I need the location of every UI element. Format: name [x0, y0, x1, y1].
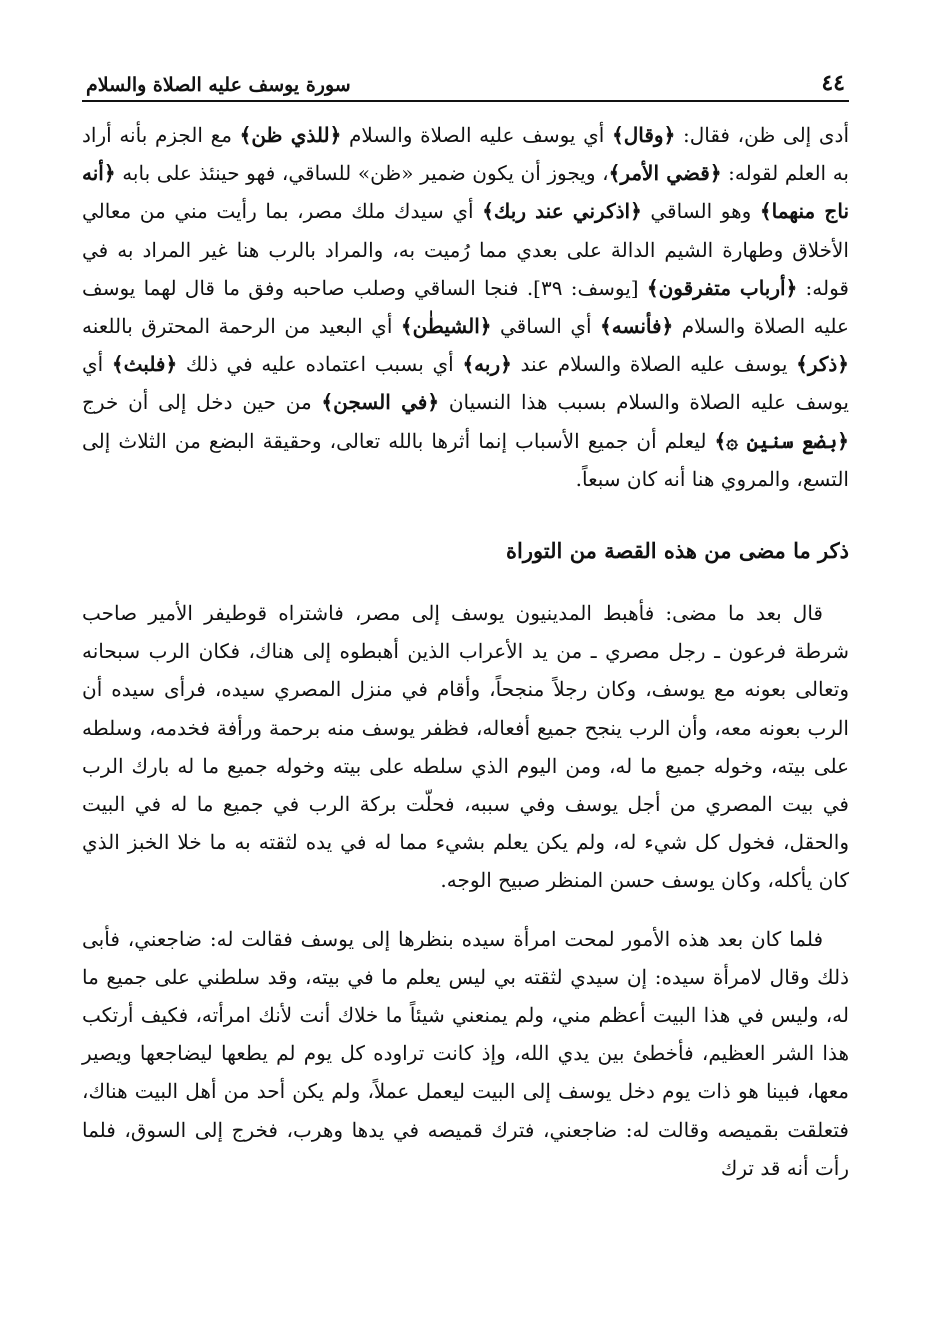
paragraph-torah-2: فلما كان بعد هذه الأمور لمحت امرأة سيده بنظرها إلى يوسف فقالت له: ضاجعني، فأبى ذلك وقال لامرأة سيده: إن سيدي لثقته بي ليس يعلم ما في بيته، وقد سلطني على جميع ما له، وليس في هذا البيت أعظم مني، ولم يمنعني شيئاً ما خلاك أنت لأنك امرأته، فكيف أرتكب هذا الشر العظيم، فأخطئ بين يدي الله، وإذ كانت تراوده كل يوم لم يطعها ليضاجعها ويصير معها، فبينا هو ذات يوم دخل يوسف إلى البيت ليعمل عملاً، ولم يكن أحد من أهل البيت هناك، فتعلقت بقميصه وقالت له: ضاجعني، فترك قميصه في يدها وهرب، فخرج إلى السوق، فلما رأت أنه قد ترك	[82, 926, 849, 1180]
quran-quote: ﴿ربه﴾	[462, 352, 512, 377]
section-heading: ذكر ما مضى من هذه القصة من التوراة	[505, 538, 849, 564]
text-run: يوسف عليه الصلاة والسلام عند	[511, 352, 797, 377]
quran-quote: ﴿وقال﴾	[612, 123, 676, 147]
quran-quote: ﴿قضي الأمر﴾	[608, 161, 722, 186]
quran-quote: ﴿أنه ناج منهما﴾	[82, 161, 850, 224]
text-run: من حين دخل إلى أن خرج	[82, 390, 322, 415]
quran-quote: ﴿الشيطٰن﴾	[400, 314, 492, 339]
quran-quote: ﴿فأنسه﴾	[600, 314, 674, 339]
text-run: أي سيدك ملك مصر، بما رأيت مني من معالي الأخلاق وطهارة الشيم الدالة على بعدي مما رُميت به، والمراد بالرب هنا غير المراد به في قوله:	[82, 199, 849, 300]
text-run: [يوسف: ٣٩]. فنجا الساقي وصلب صاحبه وفق ما قال لهما يوسف عليه الصلاة والسلام	[82, 275, 849, 339]
text-run: ليعلم أن جميع الأسباب إنما أثرها بالله تعالى، وحقيقة البضع من الثلاث إلى التسع، والمروي هنا أنه كان سبعاً.	[82, 428, 849, 491]
text-run: وهو الساقي	[641, 199, 760, 224]
text-run: أي الساقي	[491, 314, 601, 339]
text-run: ، ويجوز أن يكون ضمير «ظن» للساقي، فهو حينئذ على بابه	[115, 161, 609, 186]
quran-quote: ﴿ذكر﴾	[796, 352, 849, 377]
page-number: ٤٤	[821, 70, 845, 96]
body-text	[82, 116, 849, 1187]
quran-quote: ﴿في السجن﴾	[321, 390, 440, 415]
quran-quote: ﴿بضع سنين ۞﴾	[714, 428, 849, 453]
quran-quote: ﴿للذي ظن﴾	[239, 123, 342, 147]
running-header	[82, 62, 849, 102]
text-run: أدى إلى ظن، فقال:	[675, 123, 849, 147]
text-run: أي البعيد من الرحمة المحترق باللعنه	[82, 314, 401, 339]
text-run: أي بسبب اعتماده عليه في ذلك	[177, 352, 463, 377]
quran-quote: ﴿أرباب متفرقون﴾	[646, 275, 798, 300]
text-run: أي يوسف عليه الصلاة والسلام بسبب هذا النسيان	[82, 352, 849, 415]
quran-quote: ﴿فلبث﴾	[111, 352, 178, 377]
text-run: مع الجزم بأنه أراد به العلم لقوله:	[82, 123, 849, 186]
quran-quote: ﴿اذكرني عند ربك﴾	[482, 199, 642, 224]
header-title: سورة يوسف عليه الصلاة والسلام	[86, 74, 351, 96]
paragraph-torah-1: قال بعد ما مضى: فأهبط المدينيون يوسف إلى مصر، فاشتراه قوطيفر الأمير صاحب شرطة فرعون ـ رجل مصري ـ من يد الأعراب الذين أهبطوه إلى هناك، فكان الرب سبحانه وتعالى بعونه مع يوسف، وكان رجلاً منجحاً، وأقام في منزل المصري سيده، فرأى سيده أن الرب بعونه معه، وأن الرب ينجح جميع أفعاله، فظفر يوسف منه برحمة ورأفة فخدمه، وسلطه على بيته، وخوله جميع ما له، ومن اليوم الذي سلطه على بيته وخوله جميع ما له بارك الرب في بيت المصري من أجل يوسف وفي سببه، فحلّت بركة الرب في جميع ما له في البيت والحقل، فخول كل شيء له، ولم يكن يعلم بشيء مما له في يده لثقته به ما خلا الخبز الذي كان يأكله، وكان يوسف حسن المنظر صبيح الوجه.	[82, 601, 849, 893]
paragraph-commentary	[82, 116, 849, 498]
text-run: أي يوسف عليه الصلاة والسلام	[341, 123, 613, 147]
